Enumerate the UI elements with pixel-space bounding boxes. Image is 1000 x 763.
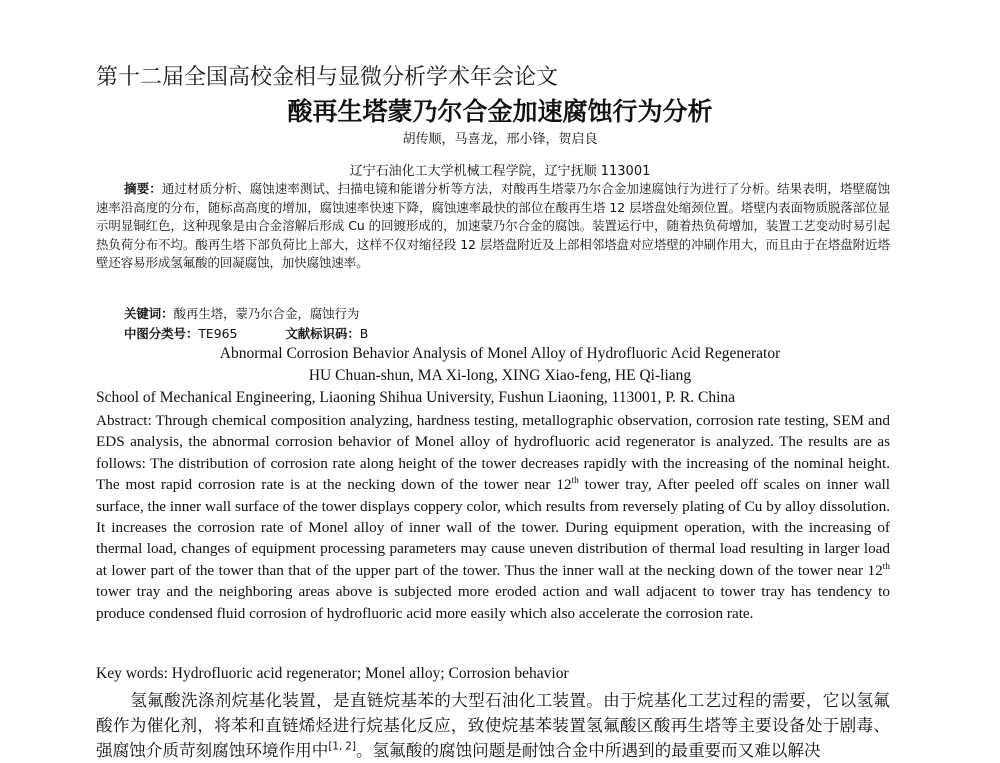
abstract-en-part2: tower tray, After peeled off scales on inner wall surface, the inner wall surface of the tower displays coppery color, which results from reversely plating of Cu by alloy dissolution. It increases the corrosion rate of Monel alloy of inner wall of the tower. During equipment operation, with the increasing of thermal load, changes of equipment processing parameters may cause uneven distribution of thermal load resulting in larger load at lower part of the tower than that of the upper part of the tower. Thus the inner wall at the necking down of the tower near 12 [96, 476, 890, 579]
affiliation-cn: 辽宁石油化工大学机械工程学院，辽宁抚顺 113001 [349, 164, 651, 179]
body-cn-text-1: 氢氟酸洗涤剂烷基化装置，是直链烷基苯的大型石油化工装置。由于烷基化工艺过程的需要，它以氢氟酸作为催化剂，将苯和直链烯烃进行烷基化反应，致使烷基苯装置氢氟酸区酸再生塔等主要设备处于剧毒、强腐蚀介质苛刻腐蚀环境作用中 [96, 691, 890, 760]
superscript-th-2: th [882, 561, 890, 572]
paper-title-cn: 酸再生塔蒙乃尔合金加速腐蚀行为分析 [287, 97, 713, 126]
paper-title-en: Abnormal Corrosion Behavior Analysis of Monel Alloy of Hydrofluoric Acid Regenerator [219, 345, 781, 362]
body-cn-text-2: 。氢氟酸的腐蚀问题是耐蚀合金中所遇到的最重要而又难以解决 [355, 741, 821, 760]
classification-value: TE965 [198, 326, 238, 341]
abstract-en-part1: Abstract: Through chemical composition analyzing, hardness testing, metallographic observation, corrosion rate testing, SEM and EDS analysis, the abnormal corrosion behavior of Monel alloy of hydrofluoric acid regenerator is analyzed. The results are as follows: The distribution of corrosion rate along height of the tower decreases rapidly with the increasing of the nominal height. The most rapid corrosion rate is at the necking down of the tower near 12 [96, 412, 890, 494]
keywords-en: Key words: Hydrofluoric acid regenerator; Monel alloy; Corrosion behavior [96, 665, 569, 682]
authors-cn: 胡传顺，马喜龙，邢小锋，贺启良 [402, 132, 598, 147]
doc-code-value: B [359, 326, 369, 341]
conference-series-header: 第十二届全国高校金相与显微分析学术年会论文 [96, 65, 559, 90]
doc-code-label: 文献标识码： [285, 326, 360, 341]
classification-line [124, 324, 368, 342]
abstract-en [96, 410, 890, 624]
abstract-cn-text: 通过材质分析、腐蚀速率测试、扫描电镜和能谱分析等方法，对酸再生塔蒙乃尔合金加速腐蚀行为进行了分析。结果表明，塔壁腐蚀速率沿高度的分布，随标高高度的增加，腐蚀速率快速下降，腐蚀速率最快的部位在酸再生塔 12 层塔盘处缩颈位置。塔壁内表面物质脱落部位显示明显铜红色，这种现象是由合金溶解后形成 Cu 的回镀形成的，加速蒙乃尔合金的腐蚀。装置运行中，随着热负荷增加，装置工艺变动时易引起热负荷分布不均。酸再生塔下部负荷比上部大，这样不仅对缩径段 12 层塔盘附近及上部相邻塔盘对应塔壁的冲刷作用大，而且由于在塔盘附近塔壁还容易形成氢氟酸的回凝腐蚀，加快腐蚀速率。 [96, 181, 891, 271]
superscript-th-1: th [571, 476, 579, 487]
keywords-cn-text: 酸再生塔，蒙乃尔合金，腐蚀行为 [173, 306, 360, 321]
abstract-en-part3: tower tray and the neighboring areas above is subjected more eroded action and wall adjacent to tower tray has tendency to produce condensed fluid corrosion of hydrofluoric acid more easily which also accelerate the corrosion rate. [96, 583, 890, 622]
affiliation-en: School of Mechanical Engineering, Liaoning Shihua University, Fushun Liaoning, 113001, P. R. China [96, 389, 736, 406]
body-paragraph-cn [96, 688, 890, 763]
keywords-cn-label: 关键词： [124, 306, 174, 321]
authors-en: HU Chuan-shun, MA Xi-long, XING Xiao-feng, HE Qi-liang [308, 367, 692, 384]
citation-ref[interactable]: [1, 2] [328, 740, 356, 753]
keywords-cn [124, 304, 359, 322]
classification-label: 中图分类号： [124, 326, 199, 341]
abstract-cn-label: 摘要： [124, 181, 162, 196]
abstract-cn [96, 180, 890, 273]
